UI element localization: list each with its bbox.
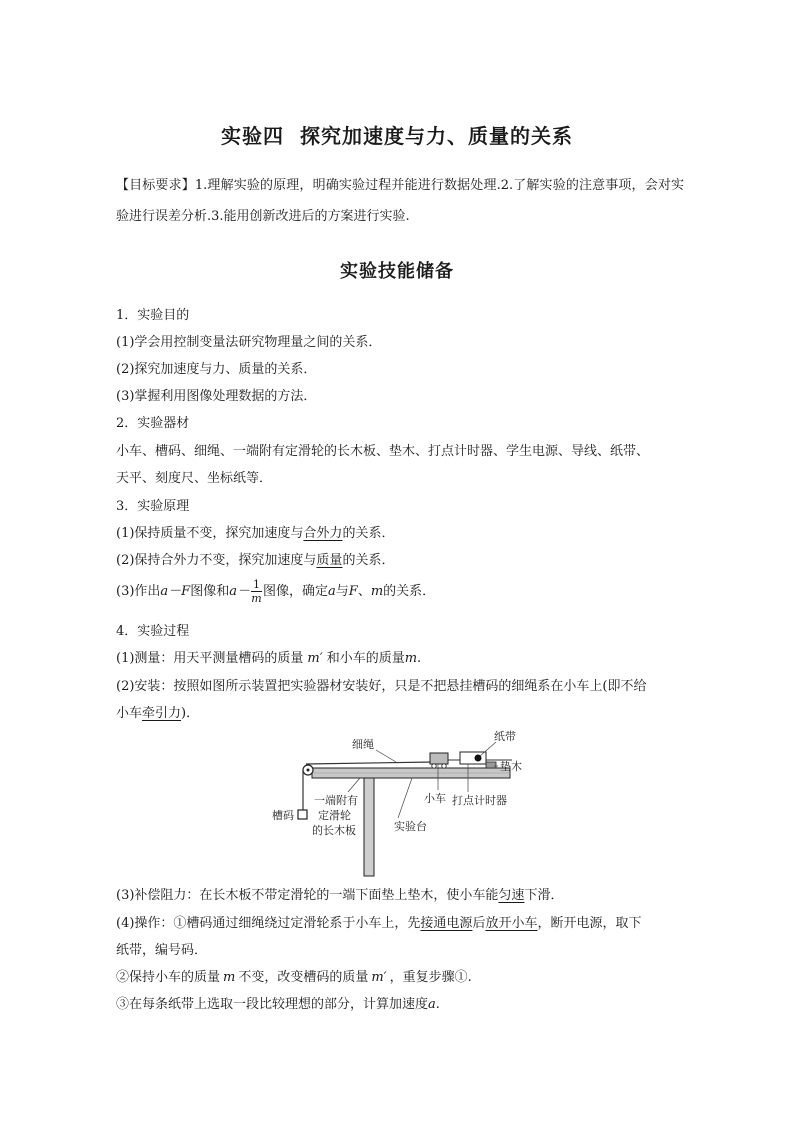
s3-item3-f: a [328, 584, 336, 599]
label-table: 实验台 [394, 820, 427, 833]
s4-item2-line2 [116, 702, 688, 721]
s3-item1-post: 的关系． [342, 526, 395, 541]
s3-item3-b: a－F [160, 584, 191, 599]
page-title [0, 120, 794, 149]
s4-item4-line2: 纸带，编号码． [116, 943, 208, 958]
s4-item4-underline1: 接通电源 [420, 916, 473, 931]
goal-paragraph [116, 170, 684, 232]
s4-item4-post: ，断开电源，取下 [537, 916, 642, 931]
pad-block [486, 762, 496, 768]
s4-item4-underline2: 放开小车 [485, 916, 538, 931]
label-board-2: 定滑轮 [318, 809, 351, 822]
title-part1: 实验四 [221, 124, 284, 148]
s4-item4-mid: 后 [472, 916, 486, 931]
s1-item2: (2)探究加速度与力、质量的关系． [116, 362, 317, 377]
s4-item5-mid: 不变，改变槽码的质量 [238, 970, 369, 985]
s4-item1-a: (1)测量：用天平测量槽码的质量 [116, 651, 304, 666]
s4-item4-line1 [116, 912, 688, 931]
s3-item3-h: F [348, 584, 358, 599]
s4-item2-post: )． [181, 706, 200, 721]
s3-item3-c: 图像和 [190, 584, 230, 599]
s4-item3-post: 下滑． [524, 888, 564, 903]
s4-item4-pre: (4)操作：①槽码通过细绳绕过定滑轮系于小车上，先 [116, 916, 421, 931]
s4-item2-underline: 牵引力 [142, 706, 182, 721]
s2-line2: 天平、刻度尺、坐标纸等． [116, 471, 273, 486]
s4-item5 [116, 966, 688, 985]
s1-item1: (1)学会用控制变量法研究物理量之间的关系． [116, 335, 382, 350]
s4-item5-post: ，重复步骤①. [389, 970, 472, 985]
s4-heading: 4．实验过程 [116, 624, 190, 639]
label-tape: 纸带 [494, 730, 516, 743]
s3-item3-j: m [370, 584, 384, 599]
label-timer: 打点计时器 [452, 794, 507, 807]
s4-item1 [116, 647, 688, 666]
label-weight: 槽码 [272, 809, 294, 822]
s4-item5-m2: m′ [371, 970, 387, 985]
s3-item3-k: 的关系． [383, 584, 436, 599]
rope-line [306, 762, 434, 764]
frac-denominator: m [251, 592, 262, 605]
label-rope: 细绳 [352, 738, 374, 751]
s4-item5-pre: ②保持小车的质量 [116, 970, 221, 985]
label-pad: 垫木 [500, 760, 522, 773]
s2-line1: 小车、槽码、细绳、一端附有定滑轮的长木板、垫木、打点计时器、学生电源、导线、纸带、 [116, 444, 650, 459]
goal-text: 1.理解实验的原理，明确实验过程并能进行数据处理.2.了解实验的注意事项，会对实验进行误差分析.3.能用创新改进后的方案进行实验. [116, 178, 684, 224]
s3-item2 [116, 549, 688, 568]
s3-item1-pre: (1)保持质量不变，探究加速度与 [116, 526, 304, 541]
s3-item2-post: 的关系． [342, 553, 395, 568]
s3-item3-g: 与 [335, 584, 349, 599]
s2-heading: 2．实验器材 [116, 416, 190, 431]
s3-item2-pre: (2)保持合外力不变，探究加速度与 [116, 553, 317, 568]
label-cart: 小车 [424, 792, 446, 805]
s1-heading: 1．实验目的 [116, 308, 190, 323]
table-leg [364, 778, 374, 876]
s3-item1-underline: 合外力 [303, 526, 343, 541]
s4-item3 [116, 884, 688, 903]
goal-label: 【目标要求】 [116, 178, 195, 193]
title-part2: 探究加速度与力、质量的关系 [300, 124, 573, 148]
s4-item1-b: m′ [307, 651, 323, 666]
weight-block [298, 810, 307, 819]
fraction-1-over-m [251, 578, 262, 605]
s3-item3-e: 图像，确定 [262, 584, 328, 599]
s4-item5-m: m [223, 970, 236, 985]
s3-item3 [116, 578, 688, 605]
s4-item3-pre: (3)补偿阻力：在长木板不带定滑轮的一端下面垫上垫木，使小车能 [116, 888, 499, 903]
frac-numerator: 1 [252, 578, 260, 591]
s4-item6 [116, 993, 688, 1012]
apparatus-figure [264, 722, 534, 878]
label-board-1: 一端附有 [314, 794, 358, 807]
s4-item2-pre: 小车 [116, 706, 143, 721]
s4-item1-c: 和小车的质量 [326, 651, 405, 666]
s3-heading: 3．实验原理 [116, 499, 190, 514]
s4-item6-a: a. [428, 997, 440, 1012]
s1-item3: (3)掌握利用图像处理数据的方法． [116, 389, 317, 404]
section-title: 实验技能储备 [340, 261, 454, 282]
s3-item3-d: a－ [229, 584, 250, 599]
label-board-3: 的长木板 [312, 824, 356, 837]
s3-item1 [116, 522, 688, 541]
s3-item2-underline: 质量 [316, 553, 343, 568]
s4-item1-d: m. [404, 651, 422, 666]
s4-item2-line1: (2)安装：按照如图所示装置把实验器材安装好，只是不把悬挂槽码的细绳系在小车上(即不给 [116, 679, 647, 694]
s3-item3-a: (3)作出 [116, 584, 161, 599]
cart-block [430, 753, 448, 764]
s3-item3-i: 、 [357, 584, 371, 599]
s4-item6-pre: ③在每条纸带上选取一段比较理想的部分，计算加速度 [116, 997, 429, 1012]
s4-item3-underline: 匀速 [498, 888, 525, 903]
